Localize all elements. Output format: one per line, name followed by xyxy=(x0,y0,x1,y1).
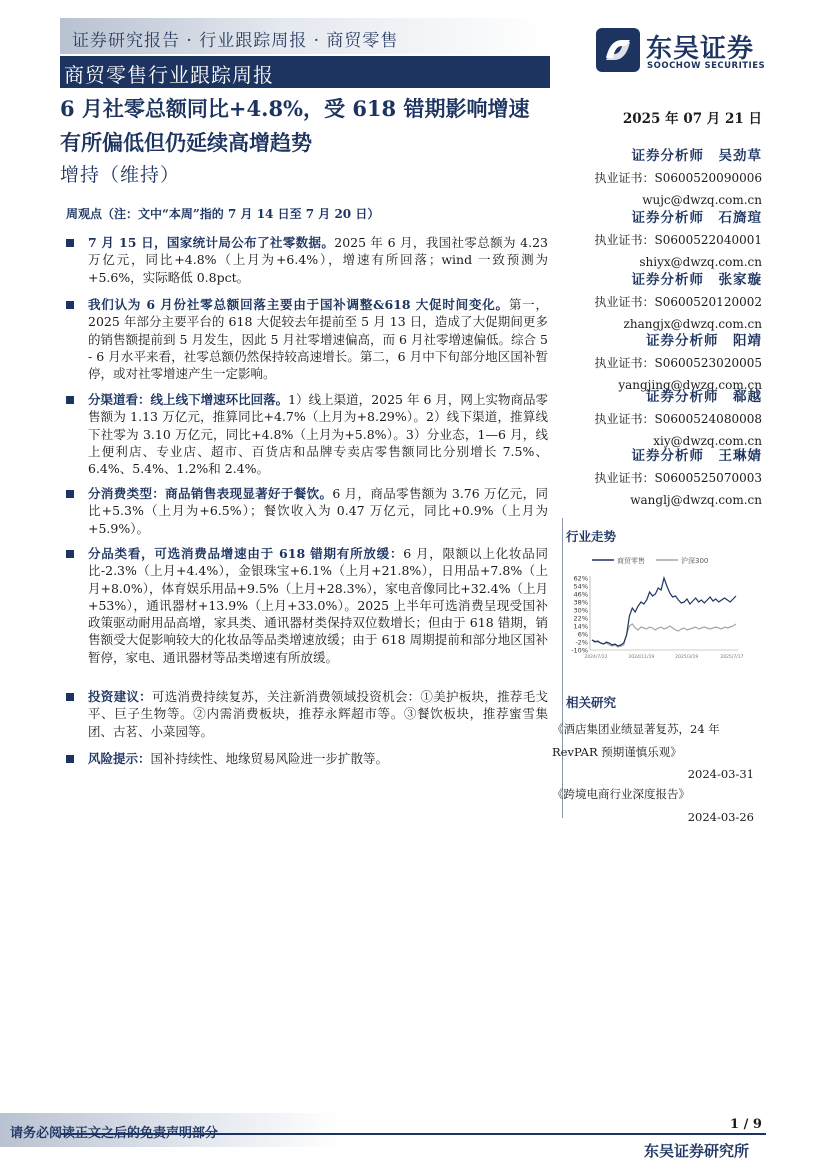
logo-text-en: SOOCHOW SECURITIES xyxy=(647,61,766,71)
analyst-block xyxy=(572,269,762,335)
y-tick-label: 62% xyxy=(573,574,588,583)
bullet-square-icon xyxy=(66,239,74,247)
analyst-email[interactable]: zhangjx@dwzq.com.cn xyxy=(623,317,762,331)
bullet-head: 分品类看，可选消费品增速由于 618 错期有所放缓： xyxy=(88,546,404,561)
bullet-item xyxy=(66,296,548,382)
analyst-cert: 执业证书：S0600525070003 xyxy=(594,471,762,485)
bullet-square-icon xyxy=(66,396,74,404)
x-tick-label: 2025/7/17 xyxy=(720,655,744,660)
analyst-email[interactable]: wujc@dwzq.com.cn xyxy=(642,193,762,207)
analyst-block xyxy=(572,207,762,273)
y-tick-label: 46% xyxy=(573,590,588,599)
logo-mark-icon xyxy=(596,28,640,72)
series-line xyxy=(592,578,736,646)
related-title: 相关研究 xyxy=(566,695,617,710)
bullet-head: 我们认为 6 月份社零总额回落主要由于国补调整&618 大促时间变化。 xyxy=(88,297,509,312)
analyst-name: 证券分析师 张家璇 xyxy=(631,272,762,288)
bullet-item xyxy=(66,750,548,767)
analyst-name: 证券分析师 吴劲草 xyxy=(631,148,762,164)
bullet-head: 7 月 15 日，国家统计局公布了社零数据。 xyxy=(88,235,335,250)
y-tick-label: 6% xyxy=(577,630,588,639)
soochow-logo xyxy=(596,28,768,74)
y-tick-label: -10% xyxy=(571,646,588,655)
bullet-square-icon xyxy=(66,550,74,558)
bullet-square-icon xyxy=(66,490,74,498)
trend-title: 行业走势 xyxy=(566,529,617,544)
breadcrumb: 证券研究报告 · 行业跟踪周报 · 商贸零售 xyxy=(72,31,399,51)
analyst-cert: 执业证书：S0600522040001 xyxy=(594,233,762,247)
analyst-cert: 执业证书：S0600520090006 xyxy=(594,171,762,185)
bullet-text: 1）线上渠道，2025 年 6 月，网上实物商品零售额为 1.13 万亿元，推算同比+4.7%（上月为+8.29%）。2）线下渠道，推算线下社零为 3.10 万亿元，同比+4.8%（上月为+5.8%）。3）分业态，1—6 月，线上便利店、专业店、超市、百货店和品牌专卖店零售额同比分别增长 7.5%、6.4%、5.4%、1.2%和 2.4%。 xyxy=(88,392,548,477)
chart-layer xyxy=(571,556,743,660)
analyst-email[interactable]: wanglj@dwzq.com.cn xyxy=(630,493,762,507)
analyst-cert: 执业证书：S0600520120002 xyxy=(594,295,762,309)
x-tick-label: 2024/11/19 xyxy=(628,655,655,660)
analyst-name: 证券分析师 王琳婧 xyxy=(631,448,762,464)
legend-label: 商贸零售 xyxy=(617,557,645,565)
analyst-cert: 执业证书：S0600524080008 xyxy=(594,412,762,426)
y-tick-label: -2% xyxy=(575,638,588,647)
related-item-title[interactable]: 《跨境电商行业深度报告》 xyxy=(552,787,690,801)
page-number: 1 / 9 xyxy=(730,1117,762,1132)
trend-chart xyxy=(560,550,770,665)
y-tick-label: 54% xyxy=(573,582,588,591)
bullet-square-icon xyxy=(66,301,74,309)
bullet-item xyxy=(66,688,548,740)
bullet-head: 投资建议： xyxy=(88,689,152,704)
bullet-text: 6 月，限额以上化妆品同比-2.3%（上月+4.4%），金银珠宝+6.1%（上月+21.8%），日用品+7.8%（上月+8.0%），体育娱乐用品+9.5%（上月+28.3%），家电音像同比+32.4%（上月+53%），通讯器材+13.9%（上月+33.0%）。2025 上半年可选消费呈现受国补政策驱动耐用品高增，家具类、通讯器材类保持双位数增长；但由于 618 错期，销售额受大促影响较大的化妆品等品类增速放缓；由于 618 周期提前和部分地区国补暂停，家电、通讯器材等品类增速有所放缓。 xyxy=(88,546,548,665)
bullet-item xyxy=(66,391,548,477)
bullet-square-icon xyxy=(66,693,74,701)
rating: 增持（维持） xyxy=(60,164,181,186)
analyst-cert: 执业证书：S0600523020005 xyxy=(594,356,762,370)
bullet-square-icon xyxy=(66,755,74,763)
analyst-email[interactable]: shiyx@dwzq.com.cn xyxy=(639,255,762,269)
analyst-block xyxy=(572,445,762,511)
y-tick-label: 14% xyxy=(573,622,588,631)
disclaimer[interactable]: 请务必阅读正文之后的免责声明部分 xyxy=(10,1126,219,1141)
series-line xyxy=(592,624,736,647)
bullet-head: 风险提示： xyxy=(88,751,151,766)
bullet-text: 可选消费持续复苏，关注新消费领域投资机会：①美护板块，推荐毛戈平、巨子生物等。②内需消费板块，推荐永辉超市等。③餐饮板块，推荐蜜雪集团、古茗、小菜园等。 xyxy=(88,689,548,739)
bullet-item xyxy=(66,485,548,537)
report-type-title: 商贸零售行业跟踪周报 xyxy=(64,63,274,87)
bullet-head: 分消费类型：商品销售表现显著好于餐饮。 xyxy=(88,486,333,501)
bullet-item xyxy=(66,234,548,286)
x-tick-label: 2025/3/19 xyxy=(675,655,699,660)
related-item-date: 2024-03-31 xyxy=(687,767,754,781)
y-tick-label: 30% xyxy=(573,606,588,615)
analyst-email[interactable]: yangjing@dwzq.com.cn xyxy=(618,378,762,392)
related-item-title[interactable]: 《酒店集团业绩显著复苏，24 年 RevPAR 预期谨慎乐观》 xyxy=(552,722,720,759)
bullet-head: 分渠道看：线上线下增速环比回落。 xyxy=(88,392,289,407)
analyst-block xyxy=(572,145,762,211)
bullet-text: 6 月，商品零售额为 3.76 万亿元，同比+5.3%（上月为+6.5%）；餐饮收入为 0.47 万亿元，同比+0.9%（上月为+5.9%）。 xyxy=(88,486,548,536)
analyst-block xyxy=(572,386,762,452)
bullet-item xyxy=(66,545,548,666)
y-tick-label: 38% xyxy=(573,598,588,607)
publish-date: 2025 年 07 月 21 日 xyxy=(622,111,762,127)
x-tick-label: 2024/7/22 xyxy=(584,655,608,660)
analyst-name: 证券分析师 郗越 xyxy=(646,389,762,405)
institute-name: 东吴证券研究所 xyxy=(644,1142,750,1160)
analyst-name: 证券分析师 阳靖 xyxy=(646,333,762,349)
weekly-note: 周观点（注：文中“本周”指的 7 月 14 日至 7 月 20 日） xyxy=(66,207,380,221)
bullet-text: 国补持续性、地缘贸易风险进一步扩散等。 xyxy=(150,751,389,766)
analyst-email[interactable]: xiy@dwzq.com.cn xyxy=(653,434,762,448)
legend-label: 沪深300 xyxy=(681,557,709,565)
report-headline: 6 月社零总额同比+4.8%，受 618 错期影响增速有所偏低但仍延续高增趋势 xyxy=(60,96,530,155)
logo-text-cn: 东吴证券 xyxy=(646,34,755,64)
bullet-text: 2025 年 6 月，我国社零总额为 4.23 万亿元，同比+4.8%（上月为+6.4%），增速有所回落；wind 一致预测为+5.6%，实际略低 0.8pct。 xyxy=(88,235,548,285)
bullet-text: 第一，2025 年部分主要平台的 618 大促较去年提前至 5 月 13 日，造成了大促期间更多的销售额提前到 5 月发生，因此 5 月社零增速偏高，而 6 月社零增速偏低。综合 5 - 6 月水平来看，社零总额仍然保持较高速增长。第二，6 月中下旬部分地区国补暂停，或对社零增速产生一定影响。 xyxy=(88,297,548,382)
y-tick-label: 22% xyxy=(573,614,588,623)
related-item-date: 2024-03-26 xyxy=(687,810,754,824)
analyst-name: 证券分析师 石旖瑄 xyxy=(631,210,762,226)
